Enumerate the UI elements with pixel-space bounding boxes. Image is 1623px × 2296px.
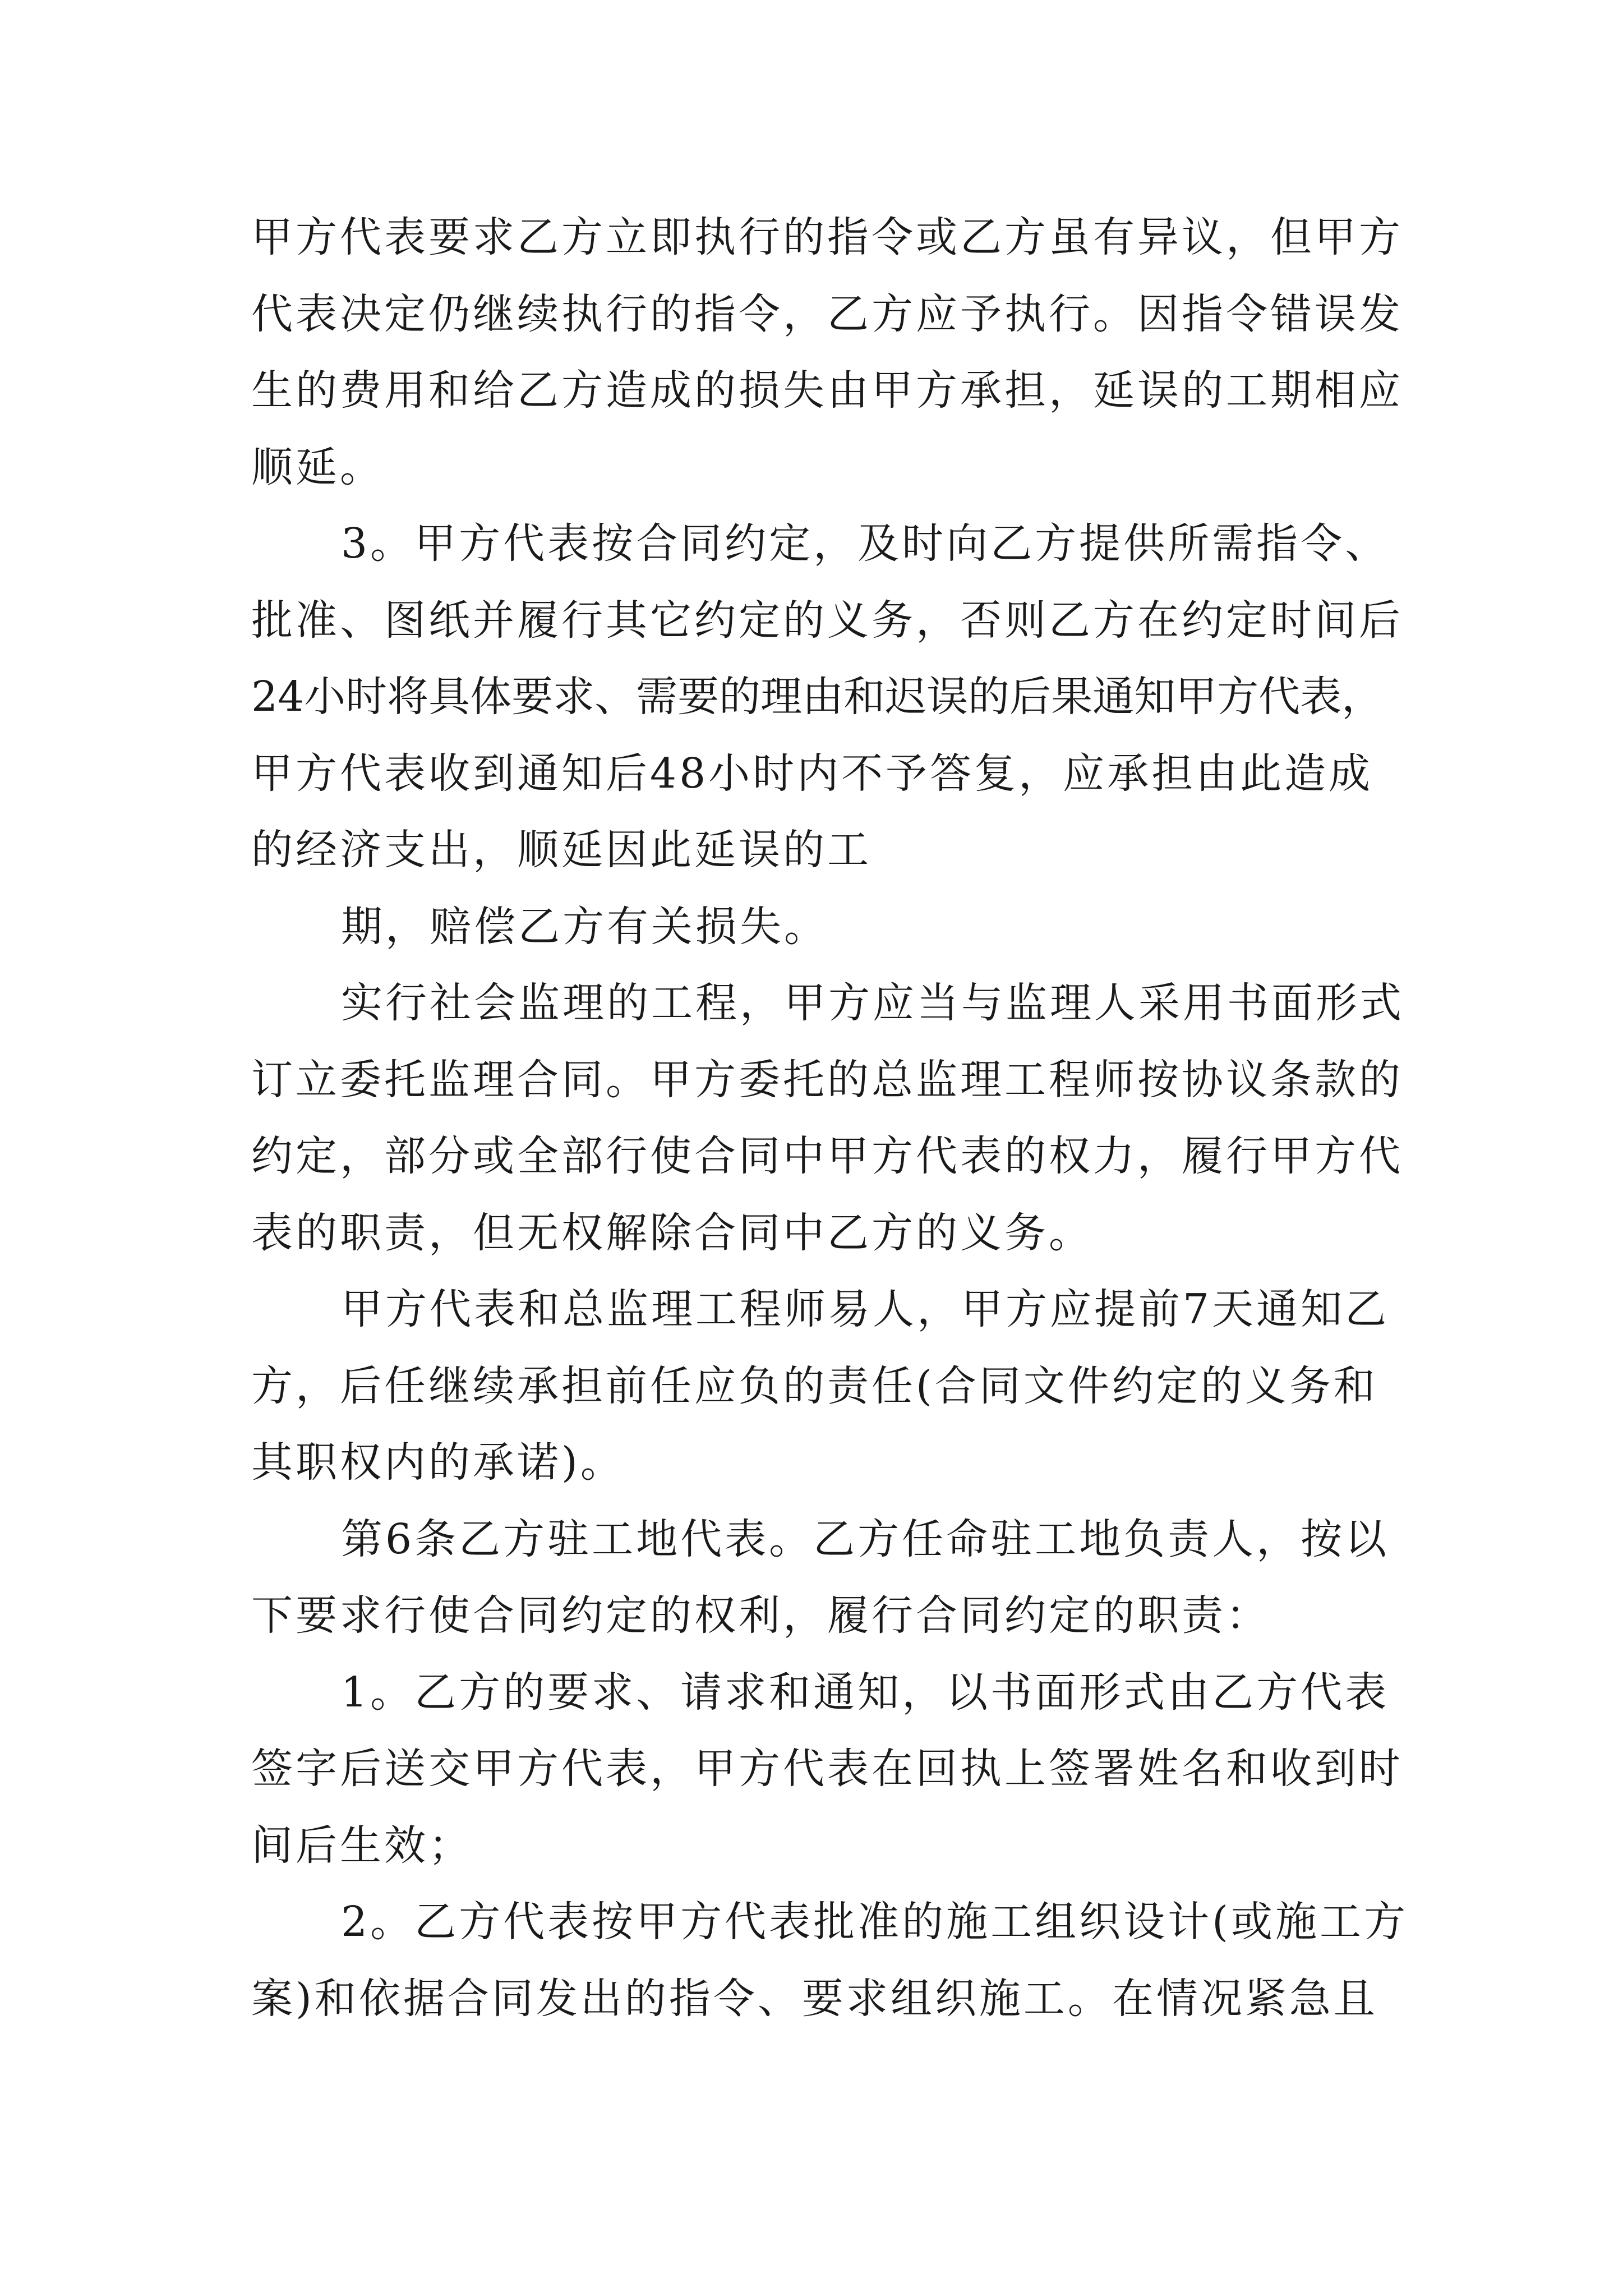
text-line: 甲方代表收到通知后48小时内不予答复，应承担由此造成	[251, 749, 1373, 798]
text-line: 签字后送交甲方代表，甲方代表在回执上签署姓名和收到时	[251, 1745, 1403, 1793]
text-line: 下要求行使合同约定的权利，履行合同约定的职责：	[251, 1591, 1270, 1640]
text-line: 表的职责，但无权解除合同中乙方的义务。	[251, 1208, 1093, 1257]
text-line: 案)和依据合同发出的指令、要求组织施工。在情况紧急且	[251, 1974, 1378, 2023]
text-line: 甲方代表要求乙方立即执行的指令或乙方虽有异议，但甲方	[251, 213, 1403, 261]
text-line: 顺延。	[251, 443, 384, 491]
text-line: 1。乙方的要求、请求和通知，以书面形式由乙方代表	[341, 1668, 1390, 1717]
text-line: 甲方代表和总监理工程师易人，甲方应提前7天通知乙	[341, 1285, 1390, 1333]
text-line: 期，赔偿乙方有关损失。	[341, 902, 828, 951]
text-line: 间后生效；	[251, 1821, 473, 1870]
text-line: 订立委托监理合同。甲方委托的总监理工程师按协议条款的	[251, 1055, 1403, 1104]
text-line: 方，后任继续承担前任应负的责任(合同文件约定的义务和	[251, 1361, 1378, 1410]
text-line: 的经济支出，顺延因此延误的工	[251, 826, 872, 874]
text-line: 24小时将具体要求、需要的理由和迟误的后果通知甲方代表，	[251, 673, 1384, 721]
text-line: 生的费用和给乙方造成的损失由甲方承担，延误的工期相应	[251, 366, 1403, 415]
text-line: 第6条乙方驻工地代表。乙方任命驻工地负责人，按以	[341, 1515, 1390, 1563]
text-line: 代表决定仍继续执行的指令，乙方应予执行。因指令错误发	[251, 289, 1403, 338]
text-line: 2。乙方代表按甲方代表批准的施工组织设计(或施工方	[341, 1898, 1408, 1946]
text-line: 3。甲方代表按合同约定，及时向乙方提供所需指令、	[341, 519, 1390, 568]
text-line: 其职权内的承诺)。	[251, 1438, 625, 1487]
text-line: 约定，部分或全部行使合同中甲方代表的权力，履行甲方代	[251, 1132, 1403, 1180]
text-line: 批准、图纸并履行其它约定的义务，否则乙方在约定时间后	[251, 596, 1403, 645]
document-body	[251, 199, 1408, 2037]
text-line: 实行社会监理的工程，甲方应当与监理人采用书面形式	[341, 979, 1404, 1027]
